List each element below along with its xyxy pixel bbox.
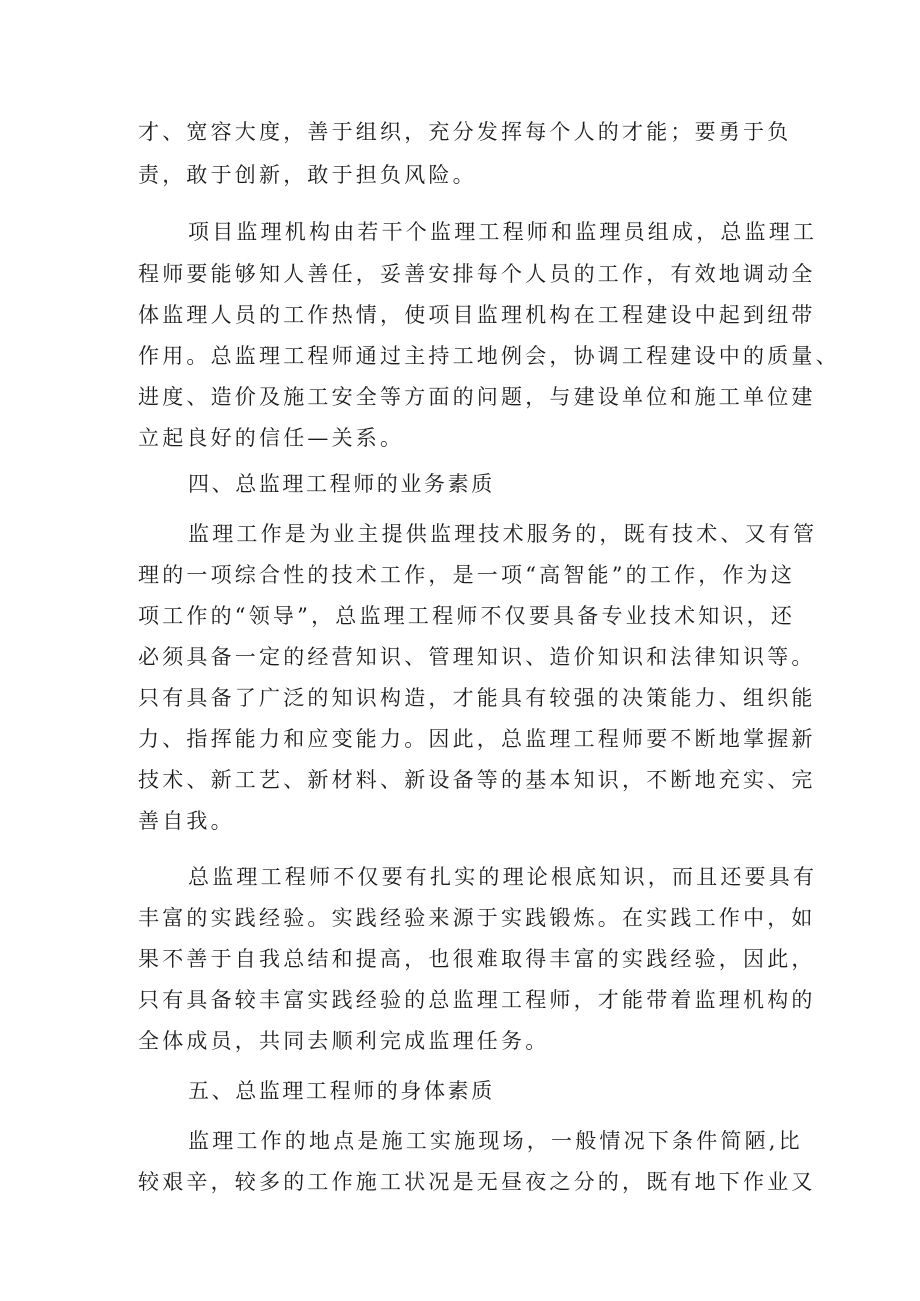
text-line: 责，敢于创新，敢于担负风险。 (138, 163, 477, 187)
paragraph-first-line: 监理工作是为业主提供监理技术服务的，既有技术、又有管 (188, 522, 818, 546)
text-line: 只有具备了广泛的知识构造，才能具有较强的决策能力、组织能 (138, 686, 816, 710)
paragraph-first-line: 总监理工程师不仅要有扎实的理论根底知识，而且还要具有 (188, 865, 818, 889)
text-line: 作用。总监理工程师通过主持工地例会，协调工程建设中的质量、 (138, 344, 840, 368)
text-line: 果不善于自我总结和提高，也很难取得丰富的实践经验，因此， (138, 947, 816, 971)
text-line: 较艰辛，较多的工作施工状况是无昼夜之分的，既有地下作业又 (138, 1170, 816, 1194)
text-line: 才、宽容大度，善于组织，充分发挥每个人的才能；要勇于负 (138, 120, 792, 144)
text-line: 丰富的实践经验。实践经验来源于实践锻炼。在实践工作中，如 (138, 906, 816, 930)
text-line: 项工作的“领导”，总监理工程师不仅要具备专业技术知识，还 (138, 604, 796, 628)
text-line: 必须具备一定的经营知识、管理知识、造价知识和法律知识等。 (138, 645, 816, 669)
text-line: 体监理人员的工作热情，使项目监理机构在工程建设中起到纽带 (138, 303, 816, 327)
text-line: 力、指挥能力和应变能力。因此，总监理工程师要不断地掌握新 (138, 727, 816, 751)
text-line: 程师要能够知人善任，妥善安排每个人员的工作，有效地调动全 (138, 262, 816, 286)
text-line: 全体成员，共同去顺利完成监理任务。 (138, 1029, 550, 1053)
text-line: 技术、新工艺、新材料、新设备等的基本知识，不断地充实、完 (138, 768, 816, 792)
text-line: 只有具备较丰富实践经验的总监理工程师，才能带着监理机构的 (138, 988, 816, 1012)
section-heading: 五、总监理工程师的身体素质 (188, 1079, 495, 1103)
text-line: 进度、造价及施工安全等方面的问题，与建设单位和施工单位建 (138, 385, 816, 409)
text-line: 立起良好的信任—关系。 (138, 426, 405, 450)
text-line: 善自我。 (138, 809, 235, 833)
text-line: 理的一项综合性的技术工作，是一项“高智能”的工作，作为这 (138, 563, 796, 587)
paragraph-first-line: 监理工作的地点是施工实施现场，一般情况下条件简陋,比 (188, 1129, 803, 1153)
paragraph-first-line: 项目监理机构由若干个监理工程师和监理员组成，总监理工 (188, 220, 818, 244)
section-heading: 四、总监理工程师的业务素质 (188, 472, 495, 496)
